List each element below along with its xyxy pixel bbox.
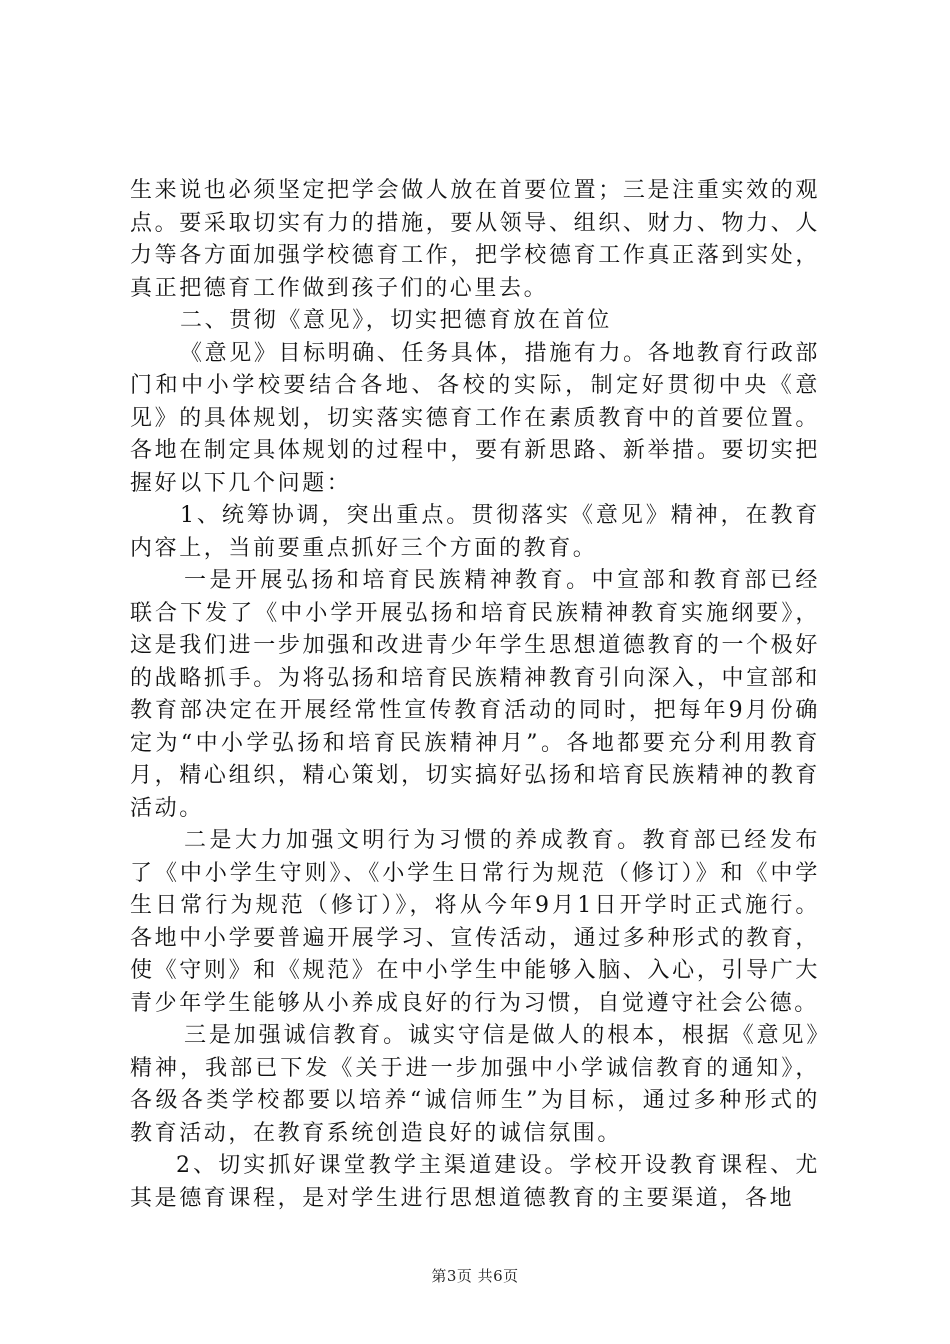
- page-footer: 第3页 共6页: [431, 1267, 519, 1285]
- paragraph-integrity: 三是加强诚信教育。诚实守信是做人的根本，根据《意见》精神，我部已下发《关于进一步加强中小学诚信教育的通知》，各级各类学校都要以培养“诚信师生”为目标，通过多种形式的教育活动，在教育系统创造良好的诚信氛围。: [130, 1023, 820, 1146]
- paragraph-point-2: 2、切实抓好课堂教学主渠道建设。学校开设教育课程、尤其是德育课程，是对学生进行思想道德教育的主要渠道，各地: [130, 1153, 820, 1211]
- section-heading: 二、贯彻《意见》，切实把德育放在首位: [180, 308, 612, 333]
- document-body: [130, 175, 820, 1215]
- paragraph-behavior-habits: 二是大力加强文明行为习惯的养成教育。教育部已经发布了《中小学生守则》、《小学生日常行为规范（修订）》和《中学生日常行为规范（修订）》，将从今年9月1日开学时正式施行。各地中小学要普遍开展学习、宣传活动，通过多种形式的教育，使《守则》和《规范》在中小学生中能够入脑、入心，引导广大青少年学生能够从小养成良好的行为习惯，自觉遵守社会公德。: [130, 828, 820, 1016]
- paragraph-national-spirit: 一是开展弘扬和培育民族精神教育。中宣部和教育部已经联合下发了《中小学开展弘扬和培育民族精神教育实施纲要》，这是我们进一步加强和改进青少年学生思想道德教育的一个极好的战略抓手。为将弘扬和培育民族精神教育引向深入，中宣部和教育部决定在开展经常性宣传教育活动的同时，把每年9月份确定为“中小学弘扬和培育民族精神月”。各地都要充分利用教育月，精心组织，精心策划，切实搞好弘扬和培育民族精神的教育活动。: [130, 568, 820, 821]
- paragraph-opinion-goals: 《意见》目标明确、任务具体，措施有力。各地教育行政部门和中小学校要结合各地、各校的实际，制定好贯彻中央《意见》的具体规划，切实落实德育工作在素质教育中的首要位置。各地在制定具体规划的过程中，要有新思路、新举措。要切实把握好以下几个问题：: [130, 340, 820, 496]
- paragraph-continuation: 生来说也必须坚定把学会做人放在首要位置；三是注重实效的观点。要采取切实有力的措施，要从领导、组织、财力、物力、人力等各方面加强学校德育工作，把学校德育工作真正落到实处，真正把德育工作做到孩子们的心里去。: [130, 178, 820, 301]
- paragraph-point-1: 1、统筹协调，突出重点。贯彻落实《意见》精神，在教育内容上，当前要重点抓好三个方面的教育。: [130, 503, 820, 561]
